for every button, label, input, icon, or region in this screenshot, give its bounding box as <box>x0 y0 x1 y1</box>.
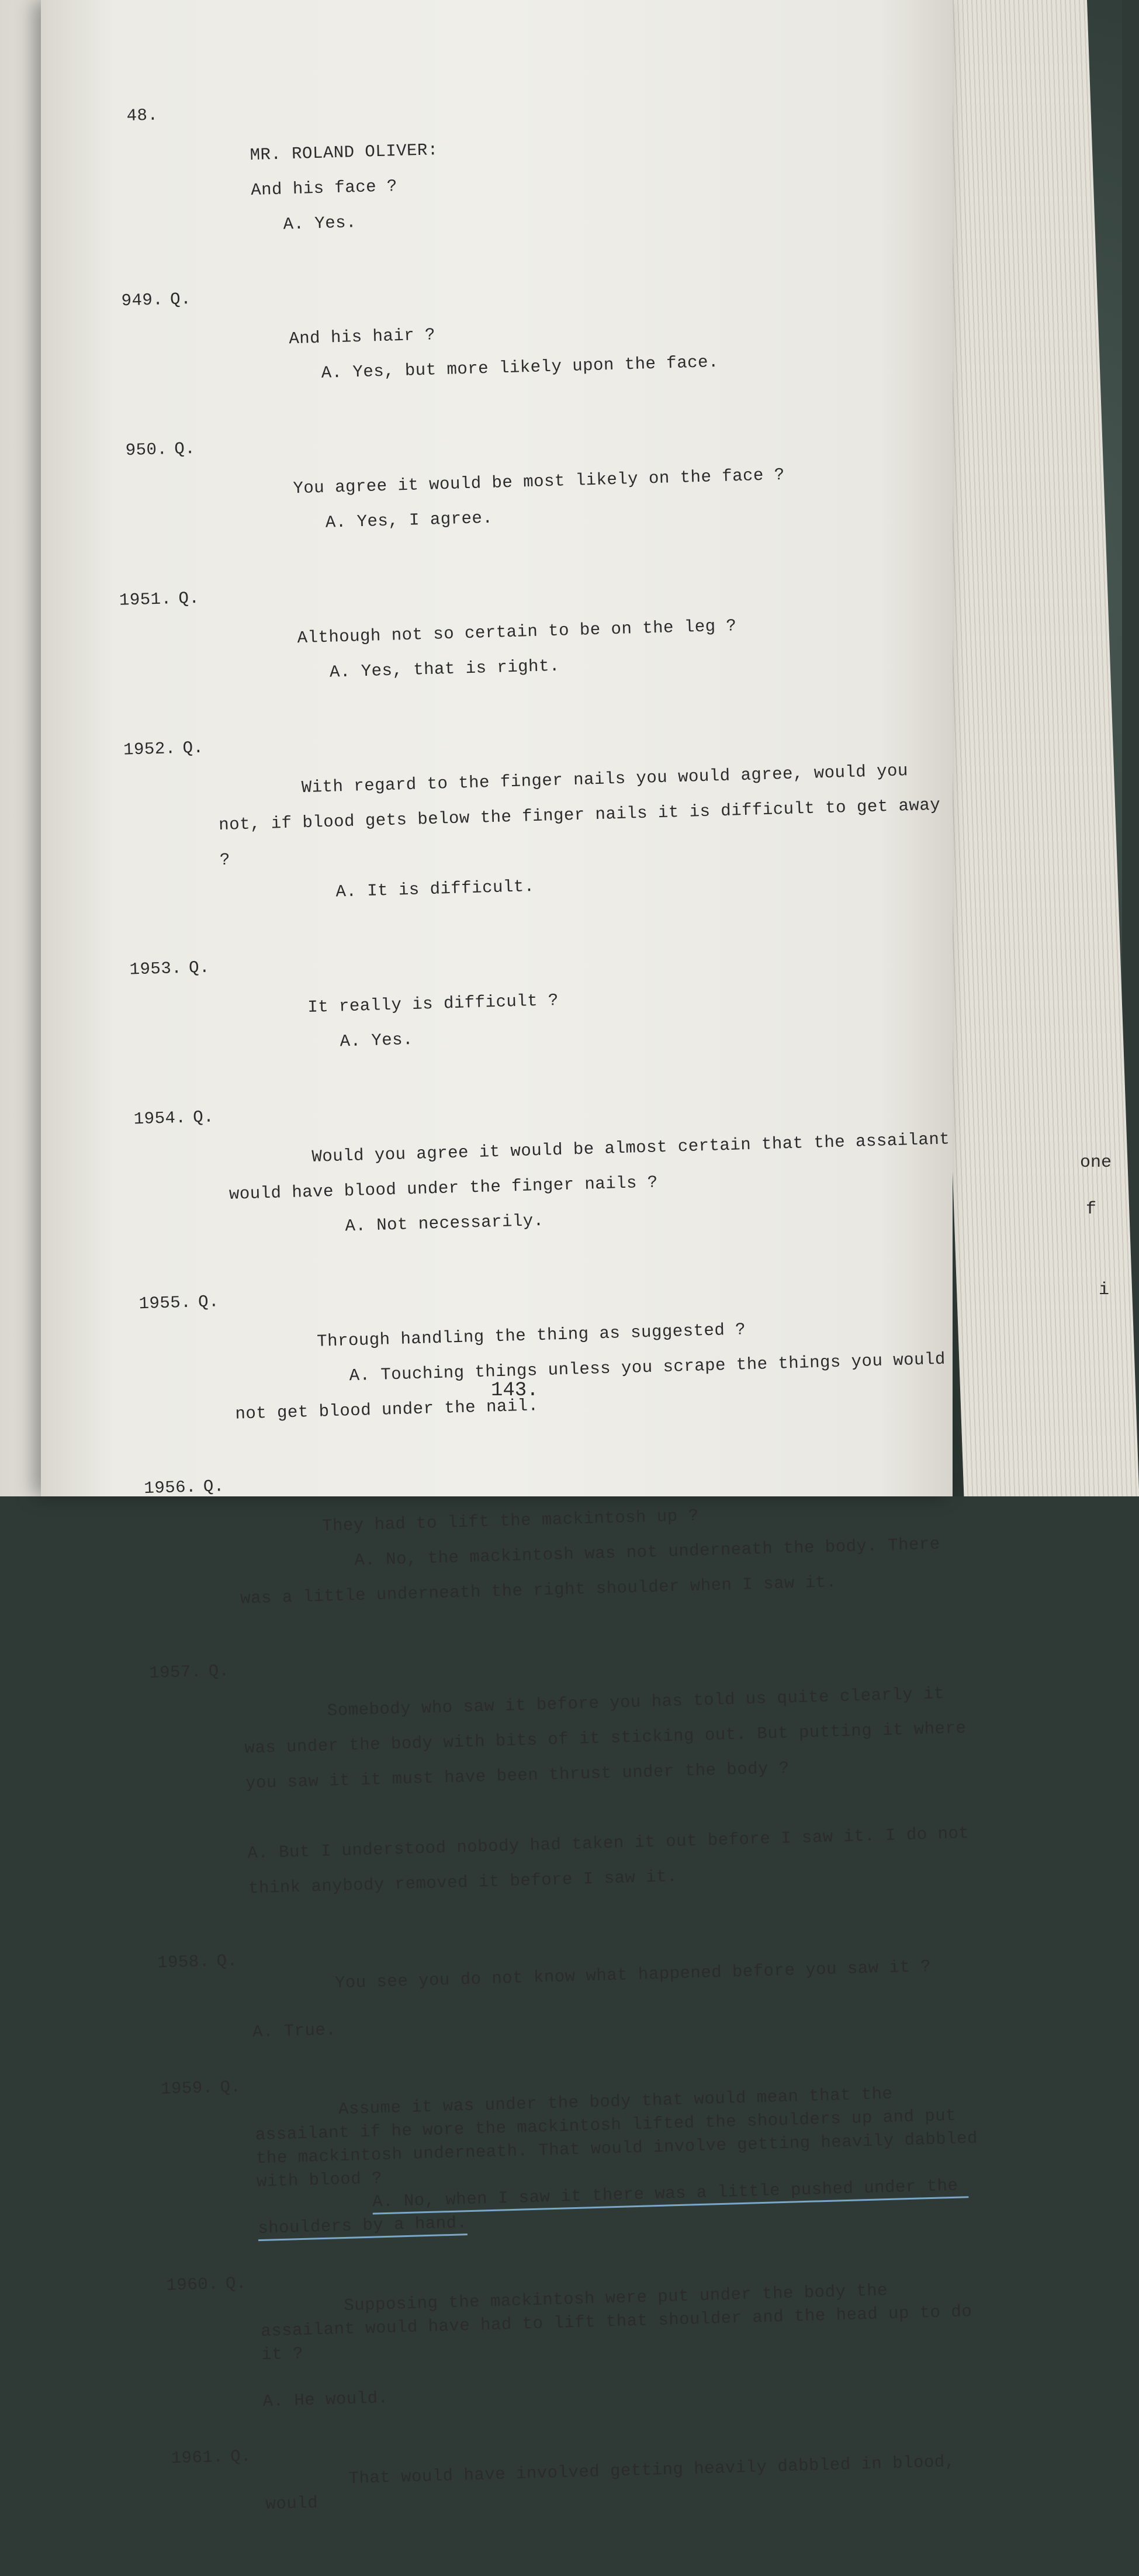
entry-number: 48. <box>126 105 158 126</box>
transcript-entry <box>98 1271 979 1471</box>
question-text: Although not so certain to be on the leg ? <box>297 616 737 648</box>
next-page-fragment: f <box>1086 1199 1097 1219</box>
question-text: Through handling the thing as suggested ? <box>316 1320 746 1351</box>
transcript-entry <box>92 1086 974 1286</box>
entry-number: 1952. <box>123 739 176 760</box>
transcript-entry <box>103 1455 984 1655</box>
answer-text: A. Yes. <box>283 213 357 234</box>
next-page-fragment: one <box>1080 1153 1112 1173</box>
document-page <box>41 0 989 2514</box>
speaker: Q. <box>182 738 204 758</box>
question-text: It really is difficult ? <box>307 990 559 1017</box>
entry-number: 1959. <box>160 2078 214 2099</box>
speaker: Q. <box>188 957 210 978</box>
transcript-text <box>64 84 1009 2576</box>
transcript-entry <box>108 1640 992 1945</box>
entry-number: 1953. <box>129 958 182 980</box>
answer-text: A. Not necessarily. <box>345 1211 545 1236</box>
answer-text: A. He would. <box>262 2388 389 2412</box>
answer-text <box>349 2516 350 2535</box>
transcript-entry <box>119 2056 1000 2268</box>
transcript-entry <box>130 2426 1009 2567</box>
speaker: Q. <box>169 289 192 310</box>
entry-number: 1954. <box>133 1108 186 1129</box>
speaker: Q. <box>198 1292 220 1312</box>
entry-number: 1958. <box>157 1952 210 1973</box>
answer-text: A. But I understood nobody had taken it out before I saw it. I do not think anybody removed it before I saw it. <box>247 1823 980 1899</box>
question-text: You see you do not know what happened before you saw it ? <box>334 1956 932 1993</box>
transcript-entry <box>88 937 968 1102</box>
question-text: You agree it would be most likely on the face ? <box>293 465 785 499</box>
answer-text: A. It is difficult. <box>335 877 535 902</box>
speaker: Q. <box>174 438 196 459</box>
speaker: Q. <box>220 2077 241 2097</box>
answer-text: A. Yes, but more likely upon the face. <box>321 352 719 383</box>
entry-number: 1955. <box>139 1292 192 1314</box>
speaker: Q. <box>192 1107 214 1128</box>
answer-text: A. Yes. <box>340 1029 414 1052</box>
question-text: With regard to the finger nails you would agree, would you not, if blood gets below the finger nails it is difficult to get away ? <box>218 760 951 870</box>
entry-number: 1957. <box>148 1662 202 1683</box>
transcript-entry <box>116 1930 995 2072</box>
question-text: Supposing the mackintosh were put under the body the assailant would have had to lift that shoulder and the head up to do it ? <box>260 2280 983 2365</box>
next-page-fragment: i <box>1099 1280 1110 1300</box>
speaker: Q. <box>203 1477 225 1497</box>
entry-number: 1961. <box>171 2447 224 2468</box>
answer-text: A. True. <box>252 2020 337 2042</box>
speaker: MR. ROLAND OLIVER: <box>250 140 439 165</box>
underlined-answer-text: A. No, when I saw it there was a little pushed under the shoulders by a hand. <box>258 2176 969 2241</box>
question-text: And his face ? <box>250 177 398 200</box>
question-text: Would you agree it would be almost certain that the assailant would have blood under the finger nails ? <box>229 1129 961 1204</box>
answer-text: A. Yes, I agree. <box>325 508 493 533</box>
question-text: Assume it was under the body that would mean that the assailant if he wore the mackintosh lifted the shoulders up and put the mackintosh underneath. That would involve getting heavily dabbled with blood ? <box>255 2084 989 2192</box>
transcript-entry <box>74 418 954 583</box>
answer-text: A. Yes, that is right. <box>329 656 560 682</box>
question-text: That would have involved getting heavily dabbled in blood, would <box>265 2451 966 2514</box>
transcript-entry <box>78 568 958 732</box>
entry-number: 1960. <box>166 2274 219 2295</box>
question-text: And his hair ? <box>288 325 436 349</box>
transcript-entry <box>64 84 946 283</box>
entry-number: 950. <box>125 440 168 461</box>
speaker: Q. <box>225 2273 247 2294</box>
question-text: Somebody who saw it before you has told us quite clearly it was under the body with bits of it sticking out. But putting it where you saw it it must have been thrust under the body ? <box>244 1683 977 1793</box>
speaker: Q. <box>216 1951 238 1971</box>
speaker: Q. <box>208 1661 230 1682</box>
entry-number: 949. <box>121 290 164 311</box>
question-text: They had to lift the mackintosh up ? <box>321 1506 699 1536</box>
speaker: Q. <box>178 588 200 608</box>
transcript-entry <box>70 268 950 433</box>
page-number: 143. <box>491 1379 539 1402</box>
answer-text: A. No, the mackintosh was not underneath the body. There was a little underneath the right shoulder when I saw it. <box>240 1534 951 1609</box>
entry-number: 1951. <box>119 589 172 610</box>
transcript-entry <box>125 2253 1006 2441</box>
speaker: Q. <box>230 2446 252 2467</box>
transcript-entry <box>82 717 964 952</box>
answer-text: A. Touching things unless you scrape the things you would not get blood under the nail. <box>235 1349 957 1424</box>
entry-number: 1956. <box>144 1477 197 1499</box>
